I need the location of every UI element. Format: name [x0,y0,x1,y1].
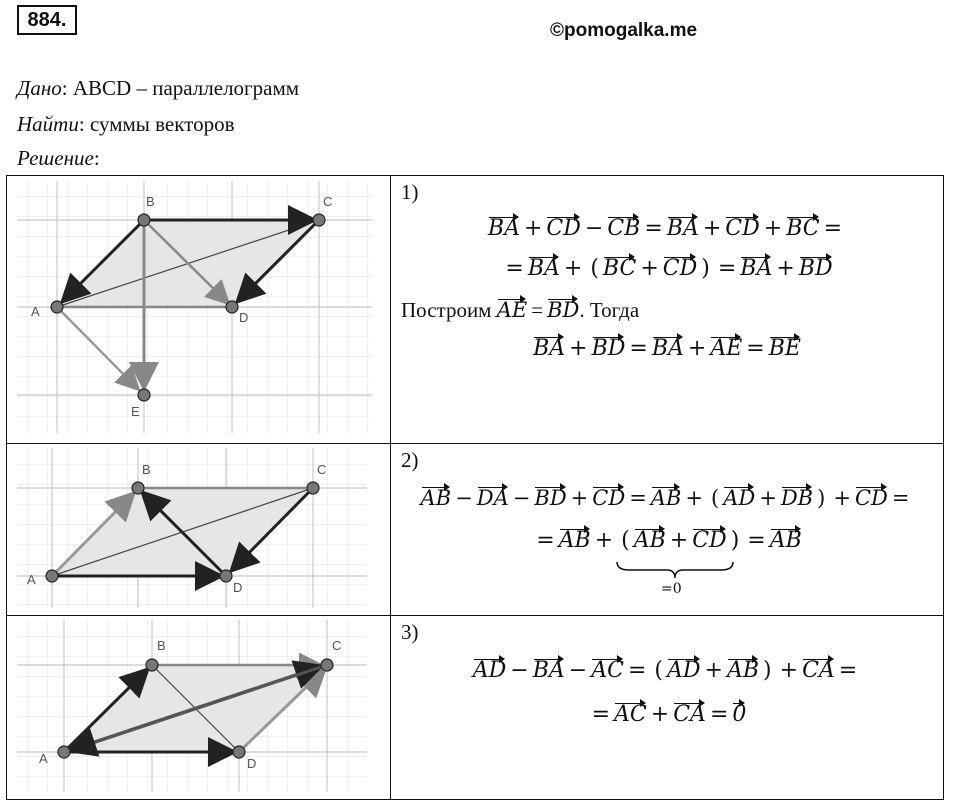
math-cell-3 [391,616,944,800]
vector: CD [725,216,760,241]
vector: CA [673,702,706,727]
operator: = [531,298,544,322]
operator: = [627,658,647,683]
vector: BE [768,336,801,361]
zero-vector: 0 [732,702,747,727]
operator: ) [817,486,826,510]
operator: − [510,658,529,683]
operator: ) [730,528,740,553]
operator: = [747,528,766,553]
figure-1 [7,176,391,444]
operator: − [512,486,531,510]
point-label-b: B [157,638,166,653]
operator: + [833,486,851,510]
vector: AD [472,658,507,683]
given-label: Дано [17,76,62,100]
find-text: суммы векторов [89,112,235,136]
operator: ( [590,256,599,281]
vector: AC [591,658,624,683]
operator: ( [654,658,663,683]
vector: AC [614,702,647,727]
operator: + [704,658,723,683]
problem-number: 884. [17,5,77,35]
vector: BD [547,298,580,322]
brace-note: =0 [661,581,682,597]
equation-line [391,256,943,281]
operator: = [629,336,648,361]
vector: BA [533,336,566,361]
operator: + [687,336,707,361]
vector: DB [780,486,814,510]
point-label-d: D [247,756,257,771]
operator: + [570,486,589,510]
vector: BA [666,216,699,241]
item-number: 2) [401,448,419,472]
equation-line [391,486,943,510]
vector: AD [723,486,756,510]
operator: = [709,702,729,727]
operator: + [776,256,795,281]
point-label-a: A [39,751,48,766]
point-label-b: B [146,194,155,209]
point-label-e: E [131,404,140,419]
solution-label: Решение [17,146,94,170]
vector: BD [591,336,626,361]
solution-line: Решение: [17,146,100,170]
operator: = [536,528,555,553]
operator: − [568,658,588,683]
math-cell-2 [391,444,944,616]
point-label-a: A [27,572,36,587]
vector: BA [740,256,773,281]
vector: AB [650,486,682,510]
point-label-b: B [142,462,151,477]
operator: + [650,702,670,727]
construction-line: Построим AE = BD. Тогда [401,298,640,322]
operator: = [838,658,858,683]
solution-row-3 [7,616,944,800]
operator: + [569,336,588,361]
math-cell-1 [391,176,944,444]
equation-line [391,702,943,727]
given-line: Дано: ABCD – параллелограмм [17,76,300,100]
site-watermark: ©pomogalka.me [550,20,698,41]
solution-table [6,175,944,800]
figure-3 [7,616,391,800]
vector: DA [476,486,509,510]
operator: + [669,528,689,553]
item-number: 1) [401,180,419,204]
point-label-c: C [317,462,327,477]
operator: = [644,216,663,241]
vector: AB [769,528,802,553]
vector: BD [798,256,833,281]
vector: CD [854,486,888,510]
operator: + [640,256,659,281]
operator: = [505,256,524,281]
figure-2 [7,444,391,616]
operator: − [455,486,473,510]
solution-row-1 [7,176,944,444]
vector: AE [710,336,743,361]
operator: = [629,486,647,510]
vector: BD [534,486,567,510]
given-text: ABCD – параллелограмм [72,76,300,100]
vector: CD [662,256,698,281]
operator: + [685,486,704,510]
vector: BA [527,256,560,281]
vector: CD [546,216,581,241]
operator: + [523,216,543,241]
vector: BA [487,216,520,241]
vector: AE [496,298,528,322]
vector: AB [633,528,666,553]
operator: − [584,216,604,241]
parallelogram-figure-2 [7,444,387,610]
equation-line [391,658,943,683]
operator: ) [763,658,772,683]
parallelogram-figure-3 [7,616,387,794]
operator: ( [711,486,720,510]
operator: + [702,216,722,241]
vector: BC [786,216,820,241]
point-label-d: D [239,310,249,325]
operator: = [823,216,843,241]
equation-line [391,336,943,361]
vector: AB [726,658,760,683]
vector: BA [651,336,684,361]
vector: AD [667,658,701,683]
operator: ) [701,256,710,281]
operator: = [591,702,611,727]
solution-row-2 [7,444,944,616]
operator: ( [621,528,630,553]
find-label: Найти [17,112,79,136]
operator: + [759,486,777,510]
point-label-c: C [332,638,342,653]
item-number: 3) [401,620,419,644]
operator: = [717,256,737,281]
operator: = [891,486,910,510]
vector: CD [592,486,626,510]
point-label-d: D [233,580,243,595]
vector: AB [420,486,452,510]
vector: CB [607,216,641,241]
operator: + [763,216,783,241]
operator: + [594,528,614,553]
point-label-c: C [323,194,333,209]
operator: + [779,658,799,683]
vector: BA [532,658,565,683]
point-label-a: A [31,304,40,319]
vector: CA [802,658,835,683]
vector: CD [692,528,727,553]
equation-line [391,216,943,241]
vector: BC [602,256,637,281]
underbrace [615,560,735,582]
vector: AB [558,528,591,553]
operator: + [563,256,583,281]
parallelogram-figure-1 [7,176,387,438]
operator: = [746,336,765,361]
find-line: Найти: суммы векторов [17,112,235,136]
equation-line [391,528,943,553]
